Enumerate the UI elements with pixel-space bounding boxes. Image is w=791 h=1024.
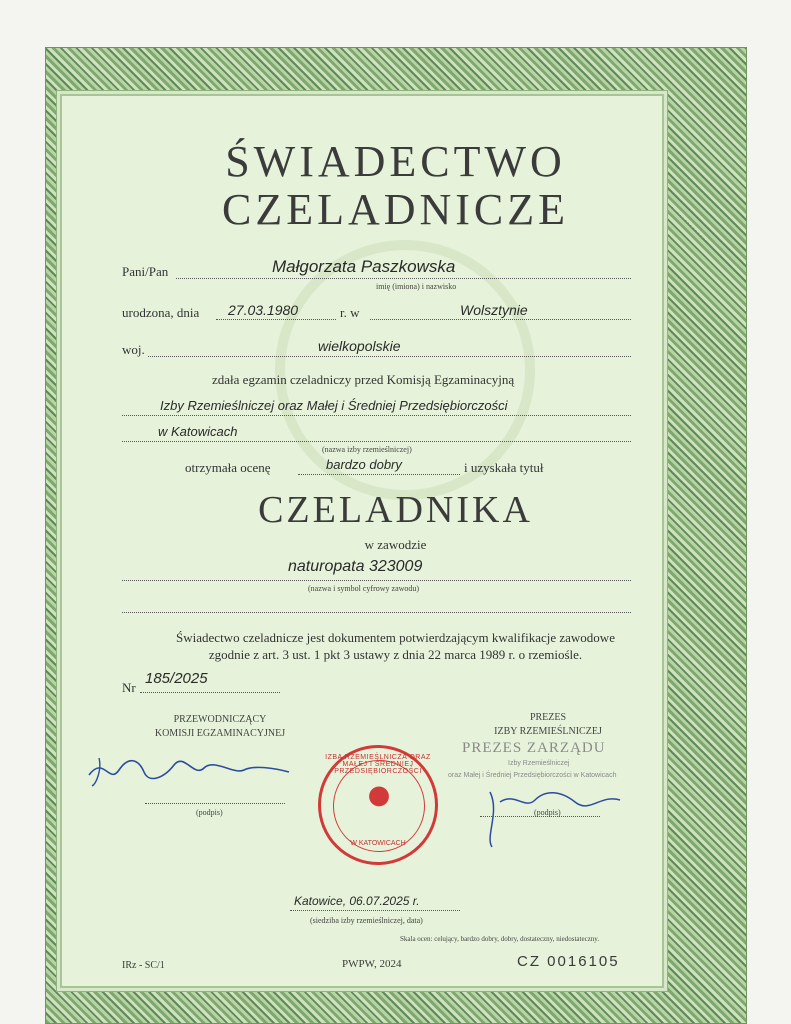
- title-czeladnika: CZELADNIKA: [258, 489, 533, 531]
- stamp-title: PREZES ZARZĄDU: [462, 740, 606, 756]
- chamber-line1: Izby Rzemieślniczej oraz Małej i Średniej Przedsiębiorczości: [160, 398, 508, 413]
- legal-line2: zgodnie z art. 3 ust. 1 pkt 3 ustawy z dnia 22 marca 1989 r. o rzemiośle.: [208, 647, 583, 662]
- nr-label: Nr: [122, 680, 136, 695]
- printer: PWPW, 2024: [342, 958, 402, 970]
- w-zawodzie: w zawodzie: [364, 537, 427, 552]
- holder-name: Małgorzata Paszkowska: [272, 257, 456, 276]
- profession: naturopata 323009: [288, 558, 423, 575]
- left-signature: [84, 750, 294, 790]
- uzyskala-label: i uzyskała tytuł: [464, 460, 544, 475]
- otrzymala-label: otrzymała ocenę: [185, 460, 271, 475]
- seal-bottom-text: W KATOWICACH: [350, 840, 406, 847]
- serial-number: CZ 0016105: [517, 953, 620, 970]
- pani-pan-label: Pani/Pan: [122, 264, 169, 279]
- woj-label: woj.: [122, 342, 145, 357]
- left-sig-title2: KOMISJI EGZAMINACYJNEJ: [154, 728, 286, 739]
- stamp-line2: oraz Małej i Średniej Przedsiębiorczości w Katowicach: [448, 772, 617, 779]
- left-sig-caption: (podpis): [196, 808, 223, 817]
- place-date: Katowice, 06.07.2025 r.: [294, 894, 420, 908]
- stamp-line1: Izby Rzemieślniczej: [508, 760, 570, 767]
- cert-number: 185/2025: [145, 670, 208, 687]
- birth-date: 27.03.1980: [228, 302, 299, 318]
- profession-caption: (nazwa i symbol cyfrowy zawodu): [308, 584, 420, 593]
- province: wielkopolskie: [318, 338, 401, 354]
- right-sig-title2: IZBY RZEMIEŚLNICZEJ: [494, 726, 602, 737]
- official-seal: [318, 745, 438, 865]
- rw-label: r. w: [340, 305, 360, 320]
- grade: bardzo dobry: [326, 457, 402, 472]
- eagle-icon: [363, 778, 395, 824]
- name-caption: imię (imiona) i nazwisko: [376, 282, 457, 291]
- right-sig-title1: PREZES: [529, 712, 567, 723]
- chamber-caption: (nazwa izby rzemieślniczej): [322, 445, 412, 454]
- legal-line1: Świadectwo czeladnicze jest dokumentem potwierdzającym kwalifikacje zawodowe: [176, 630, 615, 645]
- right-signature: [480, 782, 630, 852]
- left-sig-title1: PRZEWODNICZĄCY: [173, 714, 267, 725]
- title-line2: CZELADNICZE: [221, 185, 570, 234]
- form-code: IRz - SC/1: [122, 960, 165, 971]
- urodzona-label: urodzona, dnia: [122, 305, 200, 320]
- right-sig-caption: (podpis): [534, 808, 561, 817]
- title-line1: ŚWIADECTWO: [225, 137, 566, 186]
- grade-scale: Skala ocen: celujący, bardzo dobry, dobry, dostateczny, niedostateczny.: [400, 935, 600, 943]
- chamber-line2: w Katowicach: [158, 424, 238, 439]
- exam-statement: zdała egzamin czeladniczy przed Komisją Egzaminacyjną: [212, 372, 515, 387]
- seal-top-text: IZBA RZEMIEŚLNICZA ORAZ MAŁEJ I ŚREDNIEJ PRZEDSIĘBIORCZOŚCI: [325, 754, 431, 775]
- birth-place: Wolsztynie: [460, 302, 528, 318]
- place-caption: (siedziba izby rzemieślniczej, data): [310, 916, 423, 925]
